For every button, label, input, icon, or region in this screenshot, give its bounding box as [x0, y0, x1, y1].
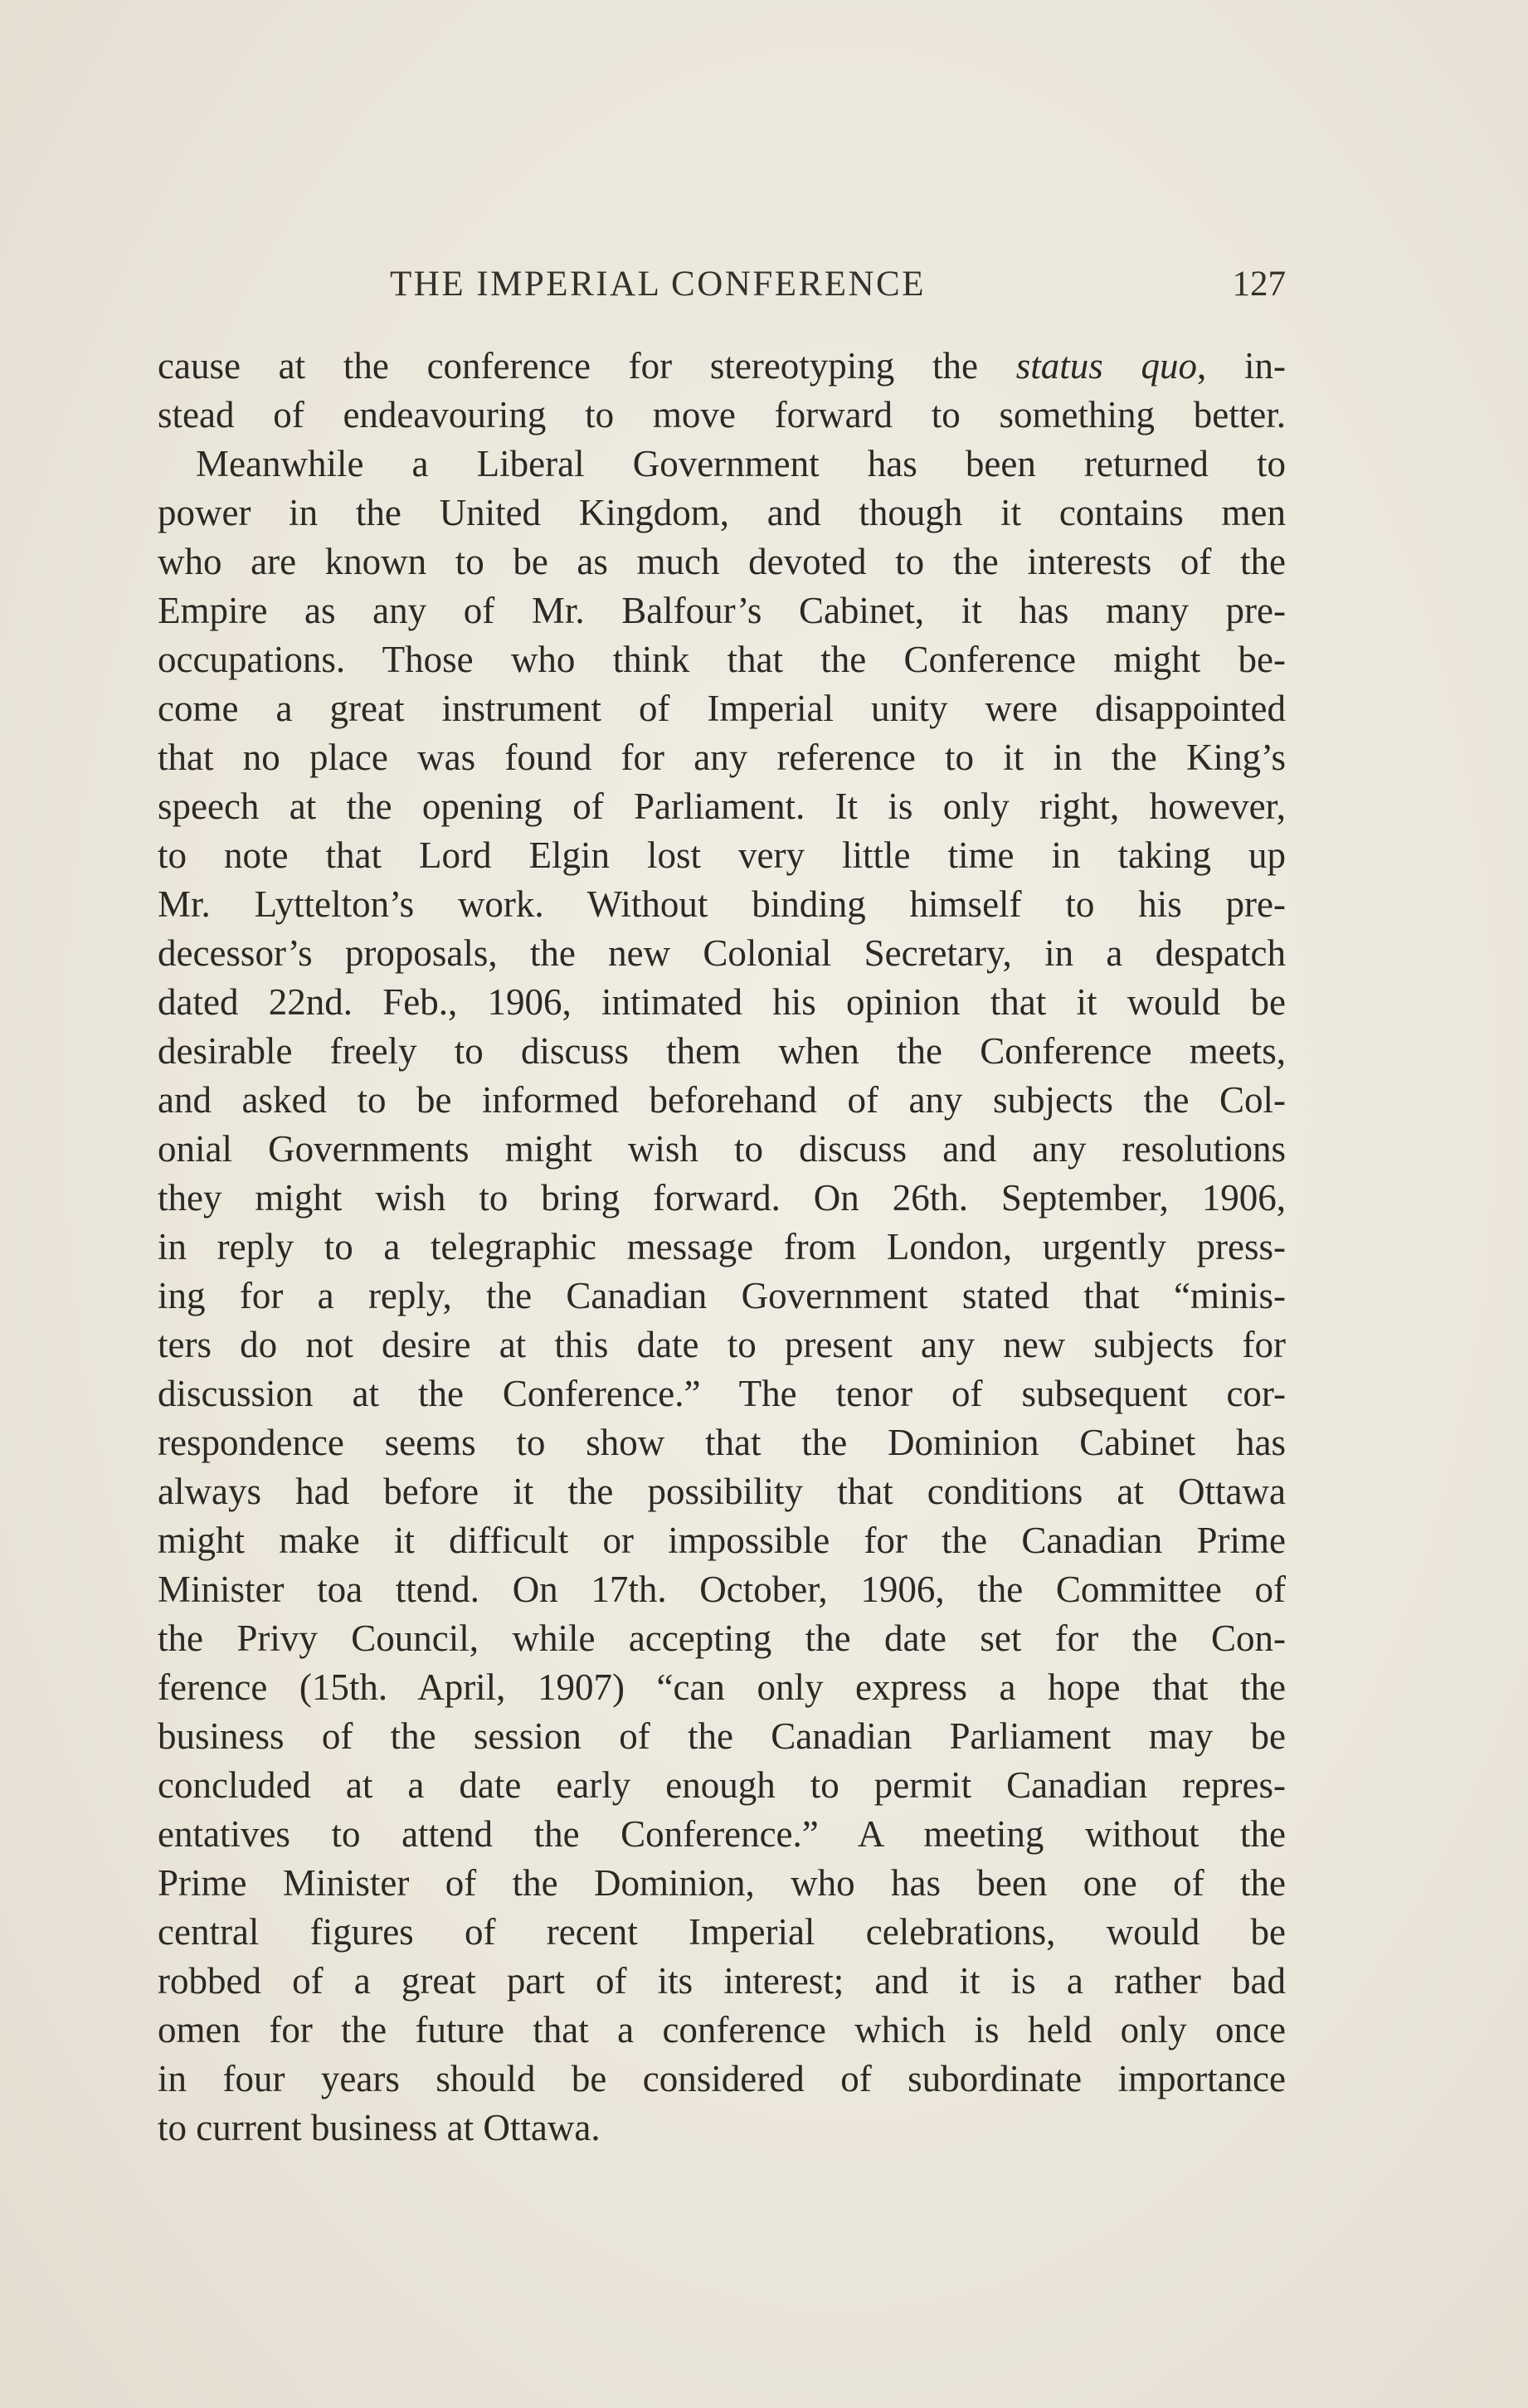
body-paragraphs — [158, 342, 1286, 2153]
text-line-27: the Privy Council, while accepting the date set for the Con- — [158, 1617, 1286, 1659]
text-line-4: power in the United Kingdom, and though it contains men — [158, 492, 1286, 533]
text-line-34: robbed of a great part of its interest; and it is a rather bad — [158, 1960, 1286, 2002]
page-number: 127 — [1232, 265, 1286, 304]
text-line-26: Minister toa ttend. On 17th. October, 1906, the Committee of — [158, 1569, 1286, 1610]
text-line-36: in four years should be considered of subordinate importance — [158, 2058, 1286, 2099]
text-line-5: who are known to be as much devoted to the interests of the — [158, 541, 1286, 582]
text-line-8: come a great instrument of Imperial unity were disappointed — [158, 688, 1286, 729]
text-line-1 — [158, 342, 1286, 391]
italic-phrase: status quo — [1015, 345, 1198, 387]
text-line-10: speech at the opening of Parliament. It is only right, however, — [158, 786, 1286, 827]
text-line-35: omen for the future that a conference which is held only once — [158, 2009, 1286, 2050]
running-header — [390, 264, 1286, 310]
text-line-22: discussion at the Conference.” The tenor of subsequent cor- — [158, 1373, 1286, 1414]
text-line-28: ference (15th. April, 1907) “can only express a hope that the — [158, 1666, 1286, 1708]
text-line-1-after: , in- — [1197, 345, 1286, 387]
text-line-2: stead of endeavouring to move forward to something better. — [158, 394, 1286, 435]
text-line-25: might make it difficult or impossible for the Canadian Prime — [158, 1520, 1286, 1561]
text-line-17: onial Governments might wish to discuss and any resolutions — [158, 1128, 1286, 1170]
text-line-24: always had before it the possibility that conditions at Ottawa — [158, 1471, 1286, 1512]
text-line-12: Mr. Lyttelton’s work. Without binding himself to his pre- — [158, 883, 1286, 925]
text-line-18: they might wish to bring forward. On 26th. September, 1906, — [158, 1177, 1286, 1219]
text-line-37: to current business at Ottawa. — [158, 2107, 601, 2148]
text-line-14: dated 22nd. Feb., 1906, intimated his opinion that it would be — [158, 981, 1286, 1023]
text-line-7: occupations. Those who think that the Conference might be- — [158, 639, 1286, 680]
text-line-9: that no place was found for any reference to it in the King’s — [158, 737, 1286, 778]
running-title: THE IMPERIAL CONFERENCE — [390, 265, 926, 304]
text-line-11: to note that Lord Elgin lost very little time in taking up — [158, 834, 1286, 876]
text-line-16: and asked to be informed beforehand of any subjects the Col- — [158, 1079, 1286, 1121]
text-line-20: ing for a reply, the Canadian Government stated that “minis- — [158, 1275, 1286, 1316]
text-line-31: entatives to attend the Conference.” A meeting without the — [158, 1813, 1286, 1855]
text-line-3: Meanwhile a Liberal Government has been returned to — [196, 443, 1286, 484]
text-line-30: concluded at a date early enough to permit Canadian repres- — [158, 1764, 1286, 1806]
text-line-29: business of the session of the Canadian Parliament may be — [158, 1715, 1286, 1757]
text-line-6: Empire as any of Mr. Balfour’s Cabinet, it has many pre- — [158, 590, 1286, 631]
text-line-21: ters do not desire at this date to present any new subjects for — [158, 1324, 1286, 1365]
text-line-1-before: cause at the conference for stereotyping the — [158, 345, 1016, 387]
text-line-19: in reply to a telegraphic message from London, urgently press- — [158, 1226, 1286, 1267]
text-line-15: desirable freely to discuss them when the Conference meets, — [158, 1030, 1286, 1072]
text-line-33: central figures of recent Imperial celebrations, would be — [158, 1911, 1286, 1953]
text-line-32: Prime Minister of the Dominion, who has been one of the — [158, 1862, 1286, 1904]
text-line-23: respondence seems to show that the Dominion Cabinet has — [158, 1422, 1286, 1463]
text-line-13: decessor’s proposals, the new Colonial Secretary, in a despatch — [158, 932, 1286, 974]
